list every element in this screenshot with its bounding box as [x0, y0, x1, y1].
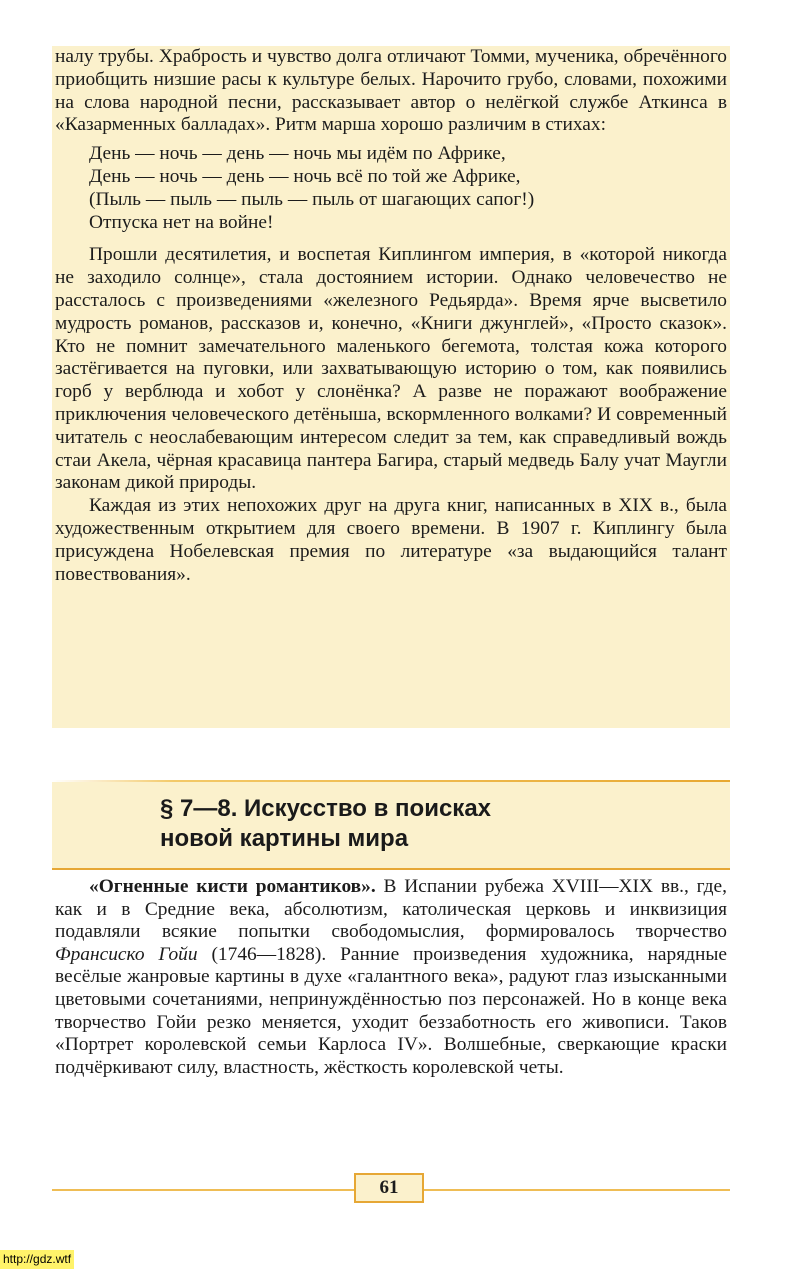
page-number: 61 [354, 1173, 424, 1203]
section-title-line-1: § 7—8. Искусство в поисках [160, 795, 492, 822]
verse-line: Отпуска нет на войне! [89, 211, 274, 233]
artist-name: Франсиско Гойи [55, 943, 198, 965]
watermark-link[interactable]: http://gdz.wtf [0, 1250, 74, 1269]
section-title [160, 794, 720, 854]
paragraph-goya [55, 876, 727, 1079]
footer-rule-left [52, 1189, 354, 1191]
paragraph-text: (1746—1828). Ранние произведения художника, нарядные весёлые жанровые картины в духе «галантного века», радуют глаз изысканными цветовыми сочетаниями, непринуждённостью поз персонажей. Но в конце века творчество Гойи резко меняется, уходит беззаботность его живописи. Таков «Портрет королевской семьи Карлоса IV». Волшебные, сверкающие краски подчёркивают силу, властность, жёсткость королевской четы. [55, 943, 728, 1078]
footer-rule-right [424, 1189, 730, 1191]
paragraph-2: Прошли десятилетия, и воспетая Киплингом империя, в «которой никогда не заходило солнце», стала достоянием истории. Однако человечество не рассталось с произведениями «железного Редьярда». Время ярче высветило мудрость романов, рассказов и, конечно, «Книги джунглей», «Просто сказок». Кто не помнит замечательного маленького бегемота, толстая кожа которого застёгивается на пуговки, или захватывающую историю о том, как появились горб у верблюда и хобот у слонёнка? А разве не поражают воображение приключения человеческого детёныша, вскормленного волками? И современный читатель с неослабевающим интересом следит за тем, как справедливый вождь стаи Акела, чёрная красавица пантера Багира, старый медведь Балу учат Маугли законам дикой природы. [55, 244, 727, 494]
verse-line: День — ночь — день — ночь всё по той же Африке, [89, 165, 521, 187]
section-rule-bottom [52, 868, 730, 870]
paragraph-3: Каждая из этих непохожих друг на друга книг, написанных в XIX в., была художественным открытием для своего времени. В 1907 г. Киплингу была присуждена Нобелевская премия по литературе «за выдающийся талант повествования». [55, 495, 727, 585]
verse-line: (Пыль — пыль — пыль — пыль от шагающих сапог!) [89, 188, 535, 210]
subheading-lead: «Огненные кисти романтиков». [89, 876, 376, 897]
top-text-block [55, 46, 727, 586]
section-title-line-2: новой картины мира [160, 825, 409, 852]
paragraph-1: налу трубы. Храбрость и чувство долга отличают Томми, мученика, обречённого приобщить низшие расы к культуре белых. Нарочито грубо, словами, похожими на слова народной песни, рассказывает автор о нелёгкой службе Аткинса в «Казарменных балладах». Ритм марша хорошо различим в стихах: [55, 46, 727, 136]
paragraph-text: В Испании рубежа XVIII—XIX вв., где, как и в Средние века, абсолютизм, католическая церковь и инквизиция подавляли всякие попытки свободомыслия, формировалось творчество [55, 876, 727, 943]
verse-line: День — ночь — день — ночь мы идём по Африке, [89, 143, 506, 165]
bottom-text-block [55, 876, 727, 1079]
verse-block [89, 143, 727, 234]
